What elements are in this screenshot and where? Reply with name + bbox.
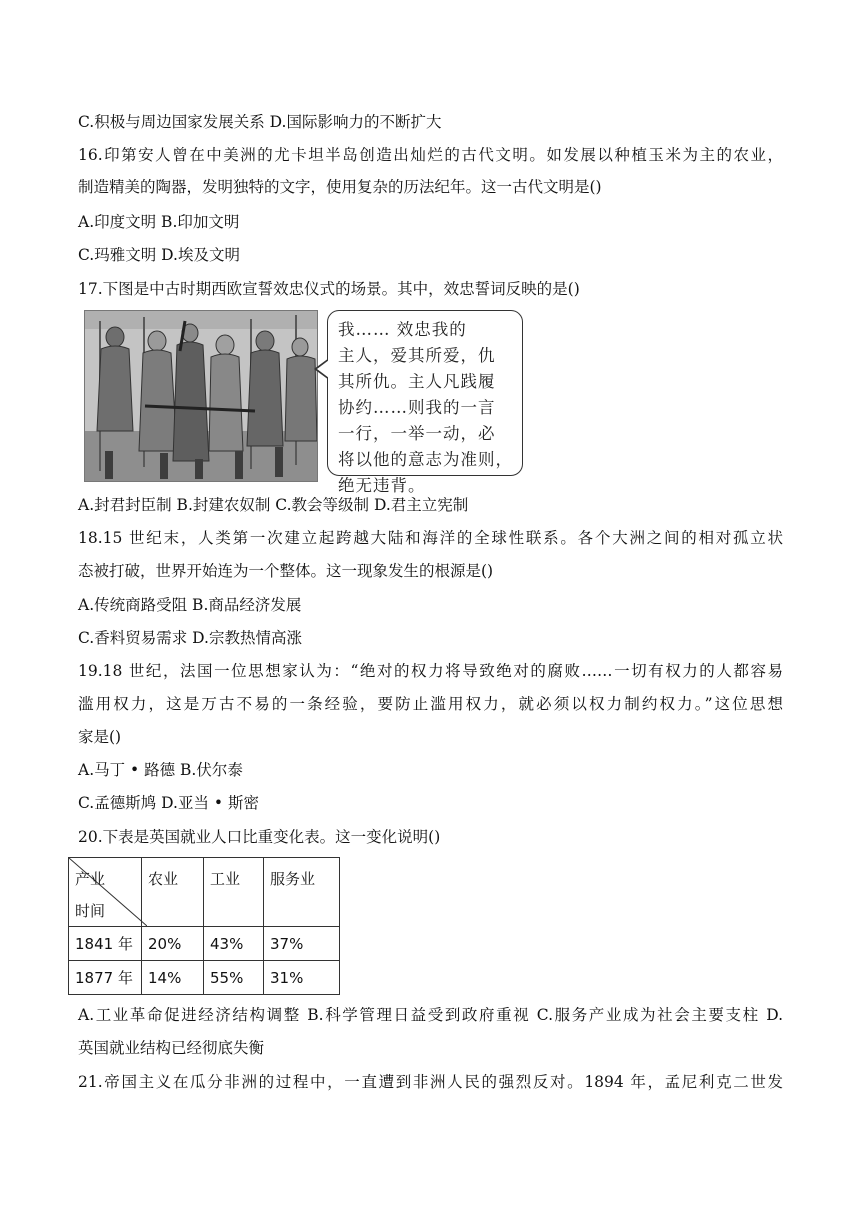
q20-options-line2: 英国就业结构已经彻底失衡	[78, 1039, 265, 1057]
speech-bubble-tail-fill	[317, 360, 329, 378]
table-corner-cell	[69, 858, 142, 927]
employment-table	[68, 857, 340, 995]
table-cell: 14%	[142, 961, 204, 995]
q17-options: A.封君封臣制 B.封建农奴制 C.教会等级制 D.君主立宪制	[78, 496, 469, 514]
corner-label-industry: 产业	[75, 870, 106, 888]
q19-options-cd: C.孟德斯鸠 D.亚当 • 斯密	[78, 794, 259, 812]
q19-stem-line2: 滥用权力，这是万古不易的一条经验，要防止滥用权力，就必须以权力制约权力。”这位思想	[78, 695, 783, 713]
q18-stem-line1: 18.15 世纪末，人类第一次建立起跨越大陆和海洋的全球性联系。各个大洲之间的相对孤立状	[78, 529, 783, 547]
oath-line: 我…… 效忠我的	[338, 320, 467, 339]
table-cell: 43%	[204, 927, 264, 961]
table-header-row	[69, 858, 340, 927]
table-row	[69, 961, 340, 995]
oath-line: 其所仇。主人凡践履	[338, 372, 496, 391]
oath-line: 一行，一举一动，必	[338, 424, 496, 443]
q15-options-line: C.积极与周边国家发展关系 D.国际影响力的不断扩大	[78, 113, 442, 131]
q16-options-ab: A.印度文明 B.印加文明	[78, 213, 240, 231]
q16-stem-line1: 16.印第安人曾在中美洲的尤卡坦半岛创造出灿烂的古代文明。如发展以种植玉米为主的农业，	[78, 146, 783, 164]
q17-stem: 17.下图是中古时期西欧宣誓效忠仪式的场景。其中，效忠誓词反映的是()	[78, 280, 580, 298]
speech-bubble	[327, 310, 523, 495]
table-cell: 31%	[264, 961, 340, 995]
oath-line: 主人，爱其所爱，仇	[338, 346, 496, 365]
table-header-cell: 服务业	[264, 858, 340, 927]
table-cell: 55%	[204, 961, 264, 995]
corner-label-time: 时间	[75, 902, 106, 920]
q18-options-ab: A.传统商路受阻 B.商品经济发展	[78, 596, 302, 614]
q20-stem: 20.下表是英国就业人口比重变化表。这一变化说明()	[78, 828, 441, 846]
q18-options-cd: C.香料贸易需求 D.宗教热情高涨	[78, 629, 302, 647]
oath-ceremony-illustration	[84, 310, 318, 482]
q19-stem-line3: 家是()	[78, 728, 122, 746]
table-cell: 37%	[264, 927, 340, 961]
q18-stem-line2: 态被打破，世界开始连为一个整体。这一现象发生的根源是()	[78, 562, 494, 580]
q16-options-cd: C.玛雅文明 D.埃及文明	[78, 246, 240, 264]
oath-line: 绝无违背。	[338, 476, 426, 495]
table-cell-year: 1841 年	[69, 927, 142, 961]
q16-stem-line2: 制造精美的陶器，发明独特的文字，使用复杂的历法纪年。这一古代文明是()	[78, 178, 602, 196]
oath-text	[338, 317, 514, 499]
table-cell: 20%	[142, 927, 204, 961]
oath-line: 将以他的意志为准则，	[338, 450, 513, 469]
q19-stem-line1: 19.18 世纪，法国一位思想家认为：“绝对的权力将导致绝对的腐败……一切有权力的人都容易	[78, 662, 783, 680]
q20-options-line1: A.工业革命促进经济结构调整 B.科学管理日益受到政府重视 C.服务产业成为社会主要支柱 D.	[78, 1006, 783, 1024]
table-header-cell: 工业	[204, 858, 264, 927]
oath-line: 协约……则我的一言	[338, 398, 496, 417]
table-header-cell: 农业	[142, 858, 204, 927]
q19-options-ab: A.马丁 • 路德 B.伏尔泰	[78, 761, 243, 779]
table-cell-year: 1877 年	[69, 961, 142, 995]
q21-stem-line1: 21.帝国主义在瓜分非洲的过程中，一直遭到非洲人民的强烈反对。1894 年，孟尼利克二世发	[78, 1073, 783, 1091]
table-row	[69, 927, 340, 961]
oath-ceremony-figure	[84, 310, 524, 495]
